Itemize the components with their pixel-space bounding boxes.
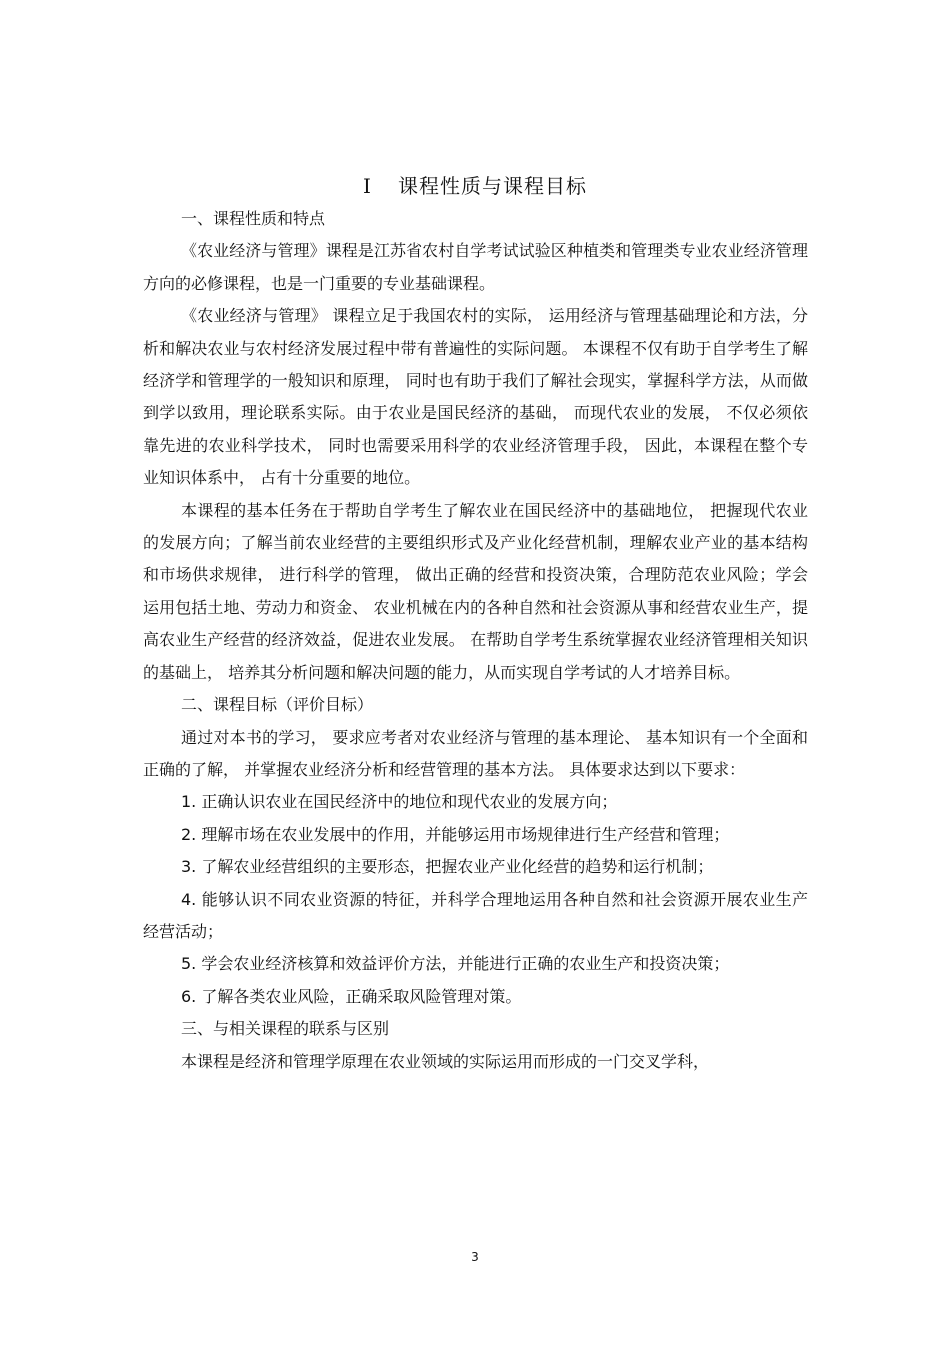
paragraph: 本课程是经济和管理学原理在农业领域的实际运用而形成的一门交叉学科， [181, 1051, 710, 1071]
page-number: 3 [471, 1250, 479, 1264]
list-item: 5. 学会农业经济核算和效益评价方法，并能进行正确的农业生产和投资决策； [181, 954, 730, 974]
list-item: 6. 了解各类农业风险，正确采取风险管理对策。 [181, 986, 522, 1006]
chapter-title: 课程性质与课程目标 [397, 174, 587, 198]
list-item: 2. 理解市场在农业发展中的作用，并能够运用市场规律进行生产经营和管理； [181, 824, 730, 844]
list-item: 4. 能够认识不同农业资源的特征，并科学合理地运用各种自然和社会资源开展农业生产经营活动； [143, 889, 808, 941]
section-heading-2: 二、课程目标（评价目标） [181, 695, 374, 715]
section-heading-1: 一、课程性质和特点 [181, 209, 326, 228]
section-heading-3: 三、与相关课程的联系与区别 [181, 1019, 390, 1039]
list-item: 3. 了解农业经营组织的主要形态，把握农业产业化经营的趋势和运行机制； [181, 857, 714, 877]
document-body [143, 203, 808, 1078]
page-title [0, 170, 950, 199]
paragraph: 通过对本书的学习， 要求应考者对农业经济与管理的基本理论、 基本知识有一个全面和正确的了解， 并掌握农业经济分析和经营管理的基本方法。 具体要求达到以下要求： [143, 727, 808, 779]
chapter-number: Ⅰ [363, 174, 372, 198]
paragraph: 《农业经济与管理》课程是江苏省农村自学考试试验区种植类和管理类专业农业经济管理方向的必修课程，也是一门重要的专业基础课程。 [143, 241, 808, 293]
list-item: 1. 正确认识农业在国民经济中的地位和现代农业的发展方向； [181, 792, 618, 812]
paragraph: 本课程的基本任务在于帮助自学考生了解农业在国民经济中的基础地位， 把握现代农业的发展方向；了解当前农业经营的主要组织形式及产业化经营机制，理解农业产业的基本结构和市场供求规律， 进行科学的管理， 做出正确的经营和投资决策，合理防范农业风险；学会运用包括土地、劳动力和资金、 农业机械在内的各种自然和社会资源从事和经营农业生产，提高农业生产经营的经济效益，促进农业发展。 在帮助自学考生系统掌握农业经济管理相关知识的基础上， 培养其分析问题和解决问题的能力，从而实现自学考试的人才培养目标。 [143, 500, 808, 682]
paragraph: 《农业经济与管理》 课程立足于我国农村的实际， 运用经济与管理基础理论和方法，分析和解决农业与农村经济发展过程中带有普遍性的实际问题。 本课程不仅有助于自学考生了解经济学和管理学的一般知识和原理， 同时也有助于我们了解社会现实，掌握科学方法，从而做到学以致用，理论联系实际。由于农业是国民经济的基础， 而现代农业的发展， 不仅必须依靠先进的农业科学技术， 同时也需要采用科学的农业经济管理手段， 因此，本课程在整个专业知识体系中， 占有十分重要的地位。 [143, 306, 808, 488]
